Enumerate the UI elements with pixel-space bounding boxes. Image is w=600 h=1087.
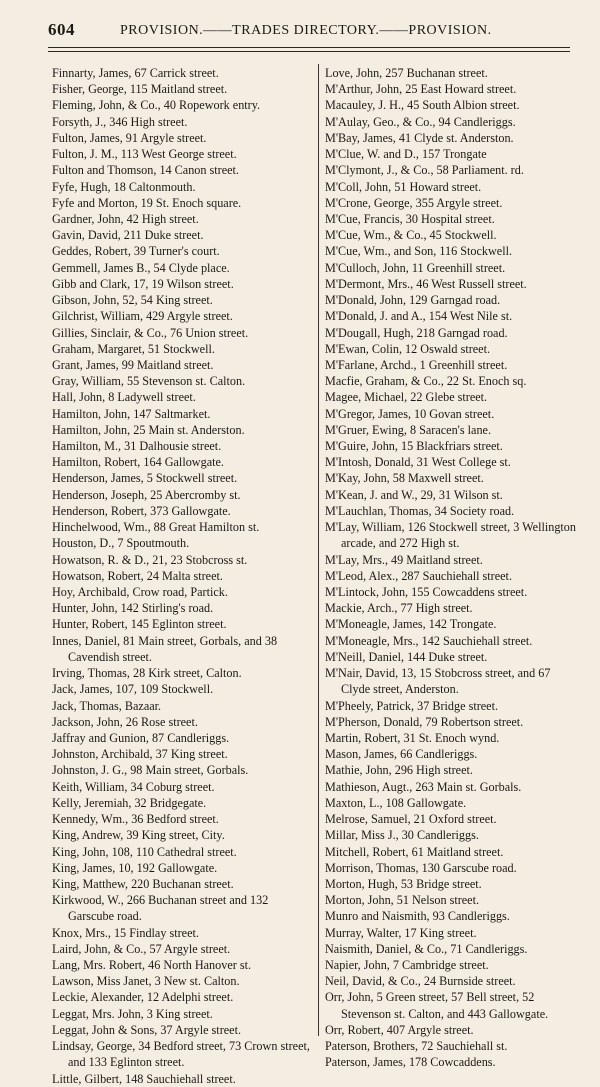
directory-entry: Kirkwood, W., 266 Buchanan street and 132 Garscube road.: [52, 893, 269, 924]
directory-entry: M'Nair, David, 13, 15 Stobcross street, and 67 Clyde street, Anderston.: [325, 666, 551, 697]
directory-entry: Hall, John, 8 Ladywell street.: [52, 390, 196, 405]
directory-entry: M'Culloch, John, 11 Greenhill street.: [325, 260, 506, 275]
directory-entry: Jaffray and Gunion, 87 Candleriggs.: [52, 730, 230, 745]
directory-entry: Fulton and Thomson, 14 Canon street.: [52, 163, 239, 178]
directory-entry: King, Andrew, 39 King street, City.: [52, 828, 225, 843]
directory-entry: Hamilton, M., 31 Dalhousie street.: [52, 439, 222, 454]
directory-entry: Gibb and Clark, 17, 19 Wilson street.: [52, 276, 234, 291]
directory-entry: Gardner, John, 42 High street.: [52, 211, 199, 226]
directory-entry: M'Crone, George, 355 Argyle street.: [325, 195, 503, 210]
directory-entry: M'Ewan, Colin, 12 Oswald street.: [325, 341, 491, 356]
directory-entry: M'Cue, Wm., and Son, 116 Stockwell.: [325, 244, 513, 259]
directory-entry: Howatson, R. & D., 21, 23 Stobcross st.: [52, 552, 248, 567]
directory-entry: Gray, William, 55 Stevenson st. Calton.: [52, 374, 246, 389]
directory-entry: Laird, John, & Co., 57 Argyle street.: [52, 941, 231, 956]
directory-entry: M'Cue, Francis, 30 Hospital street.: [325, 211, 495, 226]
directory-entry: Henderson, Joseph, 25 Abercromby st.: [52, 487, 241, 502]
directory-entry: Johnston, J. G., 98 Main street, Gorbals.: [52, 763, 249, 778]
directory-entry: Hamilton, John, 147 Saltmarket.: [52, 406, 211, 421]
directory-entry: Hunter, Robert, 145 Eglinton street.: [52, 617, 227, 632]
directory-entry: Leckie, Alexander, 12 Adelphi street.: [52, 990, 234, 1005]
directory-entry: Morrison, Thomas, 130 Garscube road.: [325, 860, 517, 875]
directory-entry: M'Donald, J. and A., 154 West Nile st.: [325, 309, 513, 324]
directory-entry: Orr, Robert, 407 Argyle street.: [325, 1022, 474, 1037]
directory-entry: Millar, Miss J., 30 Candleriggs.: [325, 828, 479, 843]
directory-entry: M'Arthur, John, 25 East Howard street.: [325, 82, 517, 97]
directory-entry: Gemmell, James B., 54 Clyde place.: [52, 260, 230, 275]
directory-entry: Macfie, Graham, & Co., 22 St. Enoch sq.: [325, 374, 527, 389]
directory-entry: King, Matthew, 220 Buchanan street.: [52, 876, 234, 891]
directory-entry: King, John, 108, 110 Cathedral street.: [52, 844, 237, 859]
directory-entry: Lindsay, George, 34 Bedford street, 73 Crown street, and 133 Eglinton street.: [52, 1039, 310, 1070]
directory-entry: Keith, William, 34 Coburg street.: [52, 779, 215, 794]
directory-entry: Graham, Margaret, 51 Stockwell.: [52, 341, 215, 356]
directory-entry: Leggat, John & Sons, 37 Argyle street.: [52, 1022, 242, 1037]
directory-entry: M'Coll, John, 51 Howard street.: [325, 179, 482, 194]
directory-entry: Finnarty, James, 67 Carrick street.: [52, 66, 219, 80]
directory-entry: Neil, David, & Co., 24 Burnside street.: [325, 974, 516, 989]
directory-entry: Lang, Mrs. Robert, 46 North Hanover st.: [52, 958, 252, 973]
directory-entry: M'Pherson, Donald, 79 Robertson street.: [325, 714, 524, 729]
directory-entry: Morton, John, 51 Nelson street.: [325, 893, 480, 908]
directory-entry: Fyfe and Morton, 19 St. Enoch square.: [52, 195, 242, 210]
directory-entry: M'Lintock, John, 155 Cowcaddens street.: [325, 585, 528, 599]
directory-entry: M'Farlane, Archd., 1 Greenhill street.: [325, 357, 508, 372]
directory-entry: Magee, Michael, 22 Glebe street.: [325, 390, 488, 405]
directory-entry: Munro and Naismith, 93 Candleriggs.: [325, 909, 510, 924]
directory-entry: M'Pheely, Patrick, 37 Bridge street.: [325, 698, 499, 713]
left-column: [52, 65, 314, 1087]
directory-entry: Howatson, Robert, 24 Malta street.: [52, 568, 223, 583]
directory-entry: Jack, Thomas, Bazaar.: [52, 698, 162, 713]
directory-entry: Mathie, John, 296 High street.: [325, 763, 473, 778]
directory-entry: Hamilton, John, 25 Main st. Anderston.: [52, 422, 245, 437]
directory-entry: Hunter, John, 142 Stirling's road.: [52, 601, 214, 616]
directory-entry: Grant, James, 99 Maitland street.: [52, 357, 214, 372]
directory-entry: M'Donald, John, 129 Garngad road.: [325, 293, 501, 308]
directory-entry: Fisher, George, 115 Maitland street.: [52, 82, 228, 97]
directory-entry: Murray, Walter, 17 King street.: [325, 925, 477, 940]
right-column: [325, 65, 581, 1071]
header-rule-top: [48, 47, 570, 48]
directory-entry: M'Lauchlan, Thomas, 34 Society road.: [325, 503, 515, 518]
directory-entry: Gilchrist, William, 429 Argyle street.: [52, 309, 233, 324]
directory-entry: Fyfe, Hugh, 18 Caltonmouth.: [52, 179, 196, 194]
page-header: [48, 20, 568, 44]
directory-entry: Mathieson, Augt., 263 Main st. Gorbals.: [325, 779, 522, 794]
directory-entry: Hoy, Archibald, Crow road, Partick.: [52, 585, 228, 599]
column-divider: [318, 64, 319, 1036]
directory-entry: M'Gregor, James, 10 Govan street.: [325, 406, 495, 421]
directory-entry: Mitchell, Robert, 61 Maitland street.: [325, 844, 504, 859]
directory-entry: M'Gruer, Ewing, 8 Saracen's lane.: [325, 422, 492, 437]
header-rule-bottom: [48, 51, 570, 52]
directory-entry: M'Kay, John, 58 Maxwell street.: [325, 471, 484, 486]
directory-entry: Fulton, J. M., 113 West George street.: [52, 147, 237, 162]
directory-entry: M'Leod, Alex., 287 Sauchiehall street.: [325, 568, 512, 583]
directory-entry: M'Kean, J. and W., 29, 31 Wilson st.: [325, 487, 503, 502]
directory-entry: Kennedy, Wm., 36 Bedford street.: [52, 812, 219, 827]
directory-entry: Morton, Hugh, 53 Bridge street.: [325, 876, 482, 891]
directory-entry: Paterson, James, 178 Cowcaddens.: [325, 1055, 496, 1070]
directory-entry: M'Intosh, Donald, 31 West College st.: [325, 455, 511, 470]
directory-entry: Gillies, Sinclair, & Co., 76 Union street.: [52, 325, 249, 340]
directory-entry: Fleming, John, & Co., 40 Ropework entry.: [52, 98, 261, 113]
directory-entry: Fulton, James, 91 Argyle street.: [52, 130, 207, 145]
directory-entry: Mason, James, 66 Candleriggs.: [325, 747, 478, 762]
running-title: PROVISION.——TRADES DIRECTORY.——PROVISION.: [120, 23, 492, 38]
directory-entry: Jackson, John, 26 Rose street.: [52, 714, 198, 729]
directory-entry: Melrose, Samuel, 21 Oxford street.: [325, 812, 497, 827]
directory-entry: M'Moneagle, Mrs., 142 Sauchiehall street.: [325, 633, 533, 648]
directory-entry: Macauley, J. H., 45 South Albion street.: [325, 98, 520, 113]
directory-entry: Martin, Robert, 31 St. Enoch wynd.: [325, 730, 500, 745]
directory-entry: M'Clue, W. and D., 157 Trongate: [325, 147, 487, 162]
directory-entry: Johnston, Archibald, 37 King street.: [52, 747, 228, 762]
directory-entry: Kelly, Jeremiah, 32 Bridgegate.: [52, 795, 207, 810]
directory-entry: Henderson, James, 5 Stockwell street.: [52, 471, 238, 486]
directory-entry: Houston, D., 7 Spoutmouth.: [52, 536, 190, 551]
directory-entry: Maxton, L., 108 Gallowgate.: [325, 795, 467, 810]
directory-entry: Forsyth, J., 346 High street.: [52, 114, 188, 129]
directory-entry: M'Neill, Daniel, 144 Duke street.: [325, 649, 488, 664]
directory-entry: M'Dermont, Mrs., 46 West Russell street.: [325, 276, 527, 291]
directory-entry: Mackie, Arch., 77 High street.: [325, 601, 473, 616]
directory-entry: Irving, Thomas, 28 Kirk street, Calton.: [52, 666, 242, 681]
directory-entry: Naismith, Daniel, & Co., 71 Candleriggs.: [325, 941, 528, 956]
directory-entry: Love, John, 257 Buchanan street.: [325, 66, 488, 80]
directory-entry: Orr, John, 5 Green street, 57 Bell street, 52 Stevenson st. Calton, and 443 Gallowgate.: [325, 990, 549, 1021]
directory-entry: Hinchelwood, Wm., 88 Great Hamilton st.: [52, 520, 260, 535]
directory-entry: King, James, 10, 192 Gallowgate.: [52, 860, 218, 875]
directory-entry: Jack, James, 107, 109 Stockwell.: [52, 682, 214, 697]
directory-entry: Knox, Mrs., 15 Findlay street.: [52, 925, 199, 940]
directory-entry: Hamilton, Robert, 164 Gallowgate.: [52, 455, 224, 470]
directory-entry: Little, Gilbert, 148 Sauchiehall street.: [52, 1071, 236, 1086]
directory-entry: Gibson, John, 52, 54 King street.: [52, 293, 213, 308]
directory-entry: M'Guire, John, 15 Blackfriars street.: [325, 439, 503, 454]
directory-entry: M'Bay, James, 41 Clyde st. Anderston.: [325, 130, 514, 145]
directory-entry: M'Clymont, J., & Co., 58 Parliament. rd.: [325, 163, 524, 178]
directory-entry: M'Cue, Wm., & Co., 45 Stockwell.: [325, 228, 497, 243]
directory-entry: Henderson, Robert, 373 Gallowgate.: [52, 503, 231, 518]
directory-entry: Napier, John, 7 Cambridge street.: [325, 958, 489, 973]
directory-entry: M'Aulay, Geo., & Co., 94 Candleriggs.: [325, 114, 516, 129]
directory-entry: M'Lay, Mrs., 49 Maitland street.: [325, 552, 483, 567]
directory-entry: Geddes, Robert, 39 Turner's court.: [52, 244, 220, 259]
directory-entry: Innes, Daniel, 81 Main street, Gorbals, and 38 Cavendish street.: [52, 633, 278, 664]
directory-entry: Leggat, Mrs. John, 3 King street.: [52, 1006, 213, 1021]
directory-entry: Gavin, David, 211 Duke street.: [52, 228, 204, 243]
directory-entry: M'Lay, William, 126 Stockwell street, 3 Wellington arcade, and 272 High st.: [325, 520, 576, 551]
page-number: 604: [48, 20, 75, 39]
directory-entry: M'Moneagle, James, 142 Trongate.: [325, 617, 497, 632]
directory-entry: Paterson, Brothers, 72 Sauchiehall st.: [325, 1039, 508, 1054]
directory-entry: M'Dougall, Hugh, 218 Garngad road.: [325, 325, 508, 340]
directory-entry: Lawson, Miss Janet, 3 New st. Calton.: [52, 974, 240, 989]
